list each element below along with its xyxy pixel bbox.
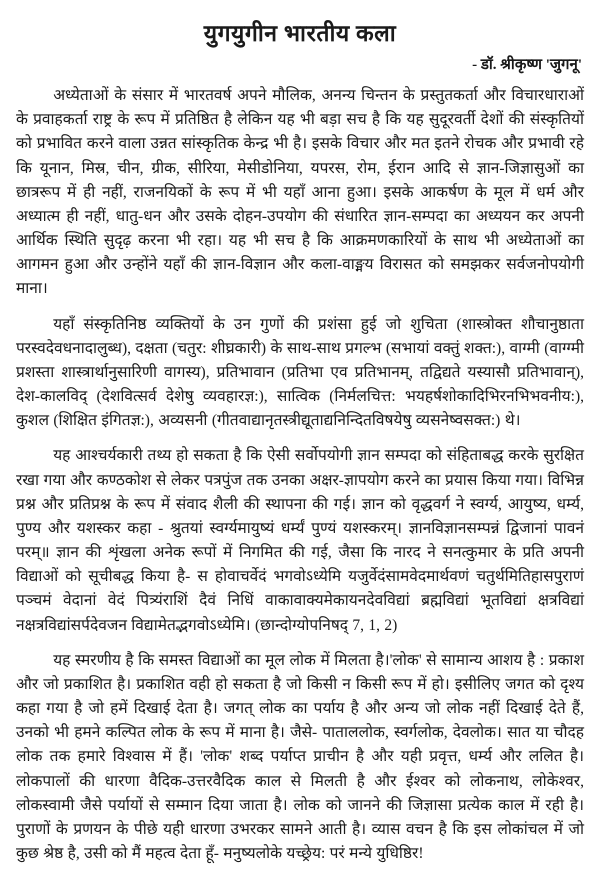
article-body bbox=[16, 84, 584, 866]
page-title: युगयुगीन भारतीय कला bbox=[203, 21, 397, 46]
paragraph: अध्येताओं के संसार में भारतवर्ष अपने मौलिक, अनन्य चिन्तन के प्रस्तुतकर्ता और विचारधाराओं के प्रवाहकर्ता राष्ट्र के रूप में प्रतिष्ठित है लेकिन यह भी बड़ा सच है कि यह सुदूरवर्ती देशों की संस्कृतियों को प्रभावित करने वाला उन्नत सांस्कृतिक केन्द्र भी है। इसके विचार और मत इतने रोचक और प्रभावी रहे कि यूनान, मिस्र, चीन, ग्रीक, सीरिया, मेसीडोनिया, यपरस, रोम, ईरान आदि से ज्ञान-जिज्ञासुओं का छात्ररूप में ही नहीं, राजनयिकों के रूप में भी यहाँ आना हुआ। इसके आकर्षण के मूल में धर्म और अध्यात्म ही नहीं, धातु-धन और उसके दोहन-उपयोग की संधारित ज्ञान-सम्पदा का अध्ययन कर अपनी आर्थिक स्थिति सुदृढ़ करना भी रहा। यह भी सच है कि आक्रमणकारियों के साथ भी अध्येताओं का आगमन हुआ और उन्होंने यहाँ की ज्ञान-विज्ञान और कला-वाङ्मय विरासत को समझकर सर्वजनोपयोगी माना। bbox=[16, 87, 584, 298]
paragraph: यह आश्चर्यकारी तथ्य हो सकता है कि ऐसी सर्वोपयोगी ज्ञान सम्पदा को संहिताबद्ध करके सुरक्षित रखा गया और कण्ठकोश से लेकर पत्रपुंज तक उनका अक्षर-ज्ञापयोग करने का प्रयास किया गया। विभिन्न प्रश्न और प्रतिप्रश्न के रूप में संवाद शैली की स्थापना की गई। ज्ञान को वृद्धवर्ग ने स्वर्ग्य, आयुष्य, धर्म्य, पुण्य और यशस्कर कहा - श्रुतयां स्वर्ग्यमायुष्यं धर्म्यं पुण्यं यशस्करम्। ज्ञानविज्ञानसम्पन्नं द्विजानां पावनं परम्॥ ज्ञान की शृंखला अनेक रूपों में निगमित की गई, जैसा कि नारद ने सनत्कुमार के प्रति अपनी विद्याओं को सूचीबद्ध किया है- स होवाचर्वेदं भगवोऽध्येमि यजुर्वेदंसामवेदमार्थवणं चतुर्थमितिहासपुराणं पञ्चमं वेदानां वेदं पित्र्यंराशिं दैवं निधिं वाकावाक्यमेकायनदेवविद्यां ब्रह्मविद्यां भूतविद्यां क्षत्रविद्यां नक्षत्रविद्यांसर्पदेवजन विद्यामेतद्भगवोऽध्येमि। (छान्दोग्योपनिषद् 7, 1, 2) bbox=[16, 447, 584, 634]
paragraph: यह स्मरणीय है कि समस्त विद्याओं का मूल लोक में मिलता है।'लोक' से सामान्य आशय है : प्रकाश और जो प्रकाशित है। प्रकाशित वही हो सकता है जो किसी न किसी रूप में हो। इसीलिए जगत को दृश्य कहा गया है जो हमें दिखाई देता है। जगत् लोक का पर्याय है और अन्य जो लोक नहीं दिखाई देते हैं, उनको भी हमने कल्पित लोक के रूप में माना है। जैसे- पाताललोक, स्वर्गलोक, देवलोक। सात या चौदह लोक तक हमारे विश्वास में हैं। 'लोक' शब्द पर्याप्त प्राचीन है और यही प्रवृत्त, धर्म्य और ललित है। लोकपालों की धारणा वैदिक-उत्तरवैदिक काल से मिलती है और ईश्वर को लोकनाथ, लोकेश्वर, लोकस्वामी जैसे पर्यायों से सम्मान दिया जाता है। लोक को जानने की जिज्ञासा प्रत्येक काल में रही है। पुराणों के प्रणयन के पीछे यही धारणा उभरकर सामने आती है। व्यास वचन है कि इस लोकांचल में जो कुछ श्रेष्ठ है, उसी को मैं महत्व देता हूँ- मनुष्यलोके यच्छ्रेय: परं मन्ये युधिष्ठिर! bbox=[16, 651, 584, 863]
paragraph: यहाँ संस्कृतिनिष्ठ व्यक्तियों के उन गुणों की प्रशंसा हुई जो शुचिता (शास्त्रोक्त शौचानुष्ठाता परस्वदेवधनादालुब्ध), दक्षता (चतुर: शीघ्रकारी) के साथ-साथ प्रगल्भ (सभायां वक्तुं शक्त:), वाग्मी (वाग्ग्मी प्रशस्ता शास्त्रार्थानुसारिणी वागस्य), प्रतिभावान (प्रतिभा एव प्रतिभानम्, तद्विद्यते यस्यासौ प्रतिभावान्), देश-कालविद् (देशवित्सर्व देशेषु व्यवहारज्ञ:), सात्विक (निर्मलचित्त: भयहर्षशोकादिभिरनभिभवनीय:), कुशल (शिक्षित इंगितज्ञ:), अव्यसनी (गीतवाद्यानृतस्त्रीद्यूताद्यनिन्दितविषयेषु व्यसनेष्वसक्त:) थे। bbox=[16, 315, 584, 430]
author-byline: - डॉ. श्रीकृष्ण 'जुगनू' bbox=[472, 57, 582, 73]
